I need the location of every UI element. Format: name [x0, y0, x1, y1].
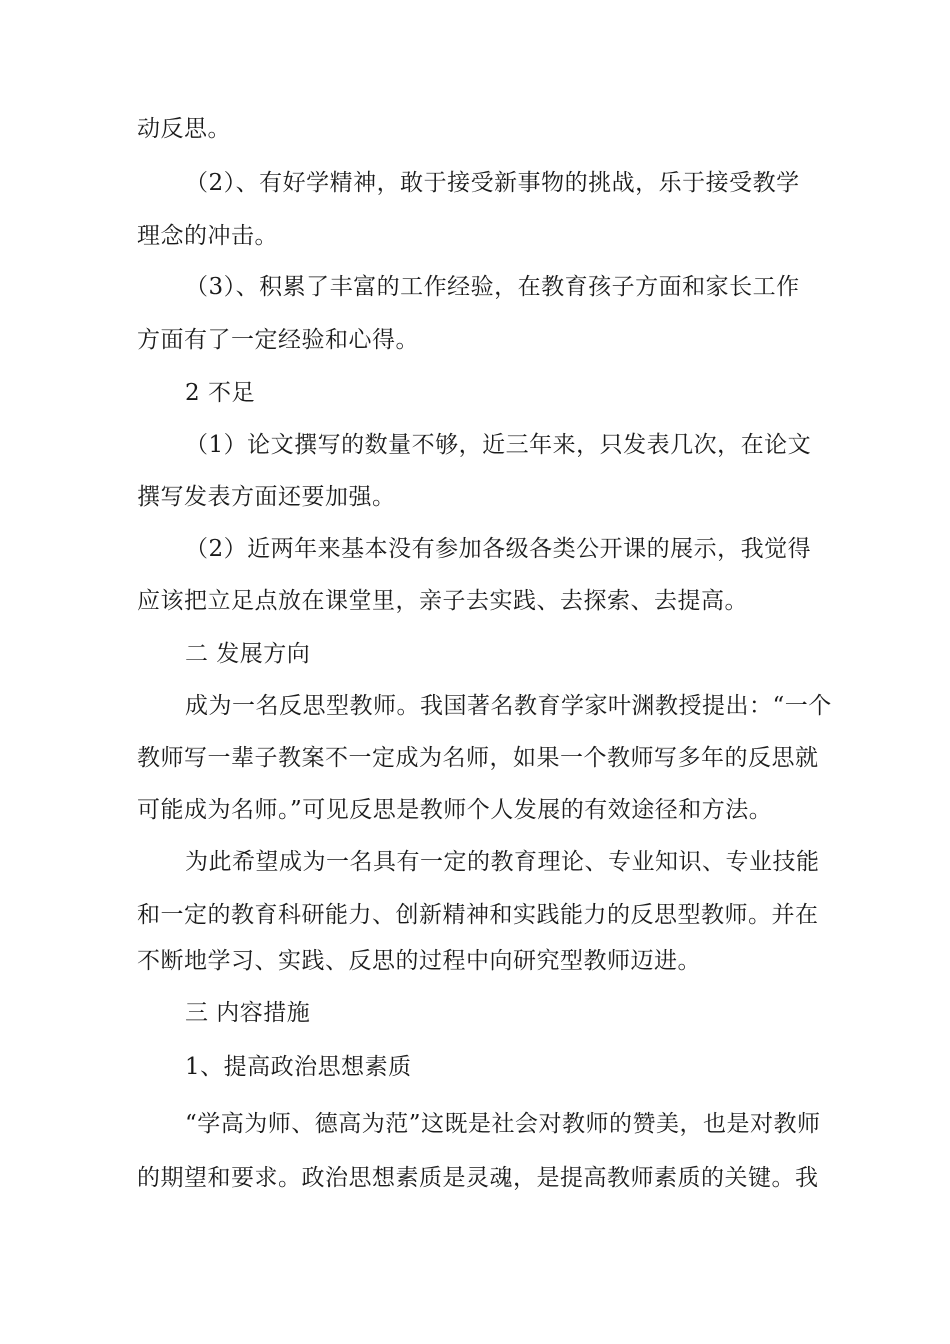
text-line: 方面有了一定经验和心得。: [137, 327, 419, 353]
text-line: 为此希望成为一名具有一定的教育理论、专业知识、专业技能: [185, 849, 820, 875]
section-heading: 三 内容措施: [185, 1000, 311, 1026]
text-line: 不断地学习、实践、反思的过程中向研究型教师迈进。: [137, 948, 701, 974]
text-line: （3）、积累了丰富的工作经验，在教育孩子方面和家长工作: [185, 274, 800, 300]
text-line: “学高为师、德高为范”这既是社会对教师的赞美，也是对教师: [185, 1111, 821, 1137]
text-line: 应该把立足点放在课堂里，亲子去实践、去探索、去提高。: [137, 588, 748, 614]
text-line: 教师写一辈子教案不一定成为名师，如果一个教师写多年的反思就: [137, 745, 819, 771]
text-line: 可能成为名师。”可见反思是教师个人发展的有效途径和方法。: [137, 797, 773, 823]
section-heading: 2 不足: [185, 380, 255, 406]
text-line: 动反思。: [137, 116, 231, 142]
subsection-heading: 1、提高政治思想素质: [185, 1054, 412, 1080]
text-line: （2）、有好学精神，敢于接受新事物的挑战，乐于接受教学: [185, 170, 800, 196]
text-line: （2）近两年来基本没有参加各级各类公开课的展示，我觉得: [185, 536, 812, 562]
text-line: 撰写发表方面还要加强。: [137, 484, 396, 510]
text-line: 成为一名反思型教师。我国著名教育学家叶渊教授提出：“一个: [185, 693, 832, 719]
text-line: 和一定的教育科研能力、创新精神和实践能力的反思型教师。并在: [137, 902, 819, 928]
text-line: 理念的冲击。: [137, 223, 278, 249]
text-line: （1）论文撰写的数量不够，近三年来，只发表几次，在论文: [185, 432, 812, 458]
section-heading: 二 发展方向: [185, 641, 311, 667]
text-line: 的期望和要求。政治思想素质是灵魂，是提高教师素质的关键。我: [137, 1165, 819, 1191]
